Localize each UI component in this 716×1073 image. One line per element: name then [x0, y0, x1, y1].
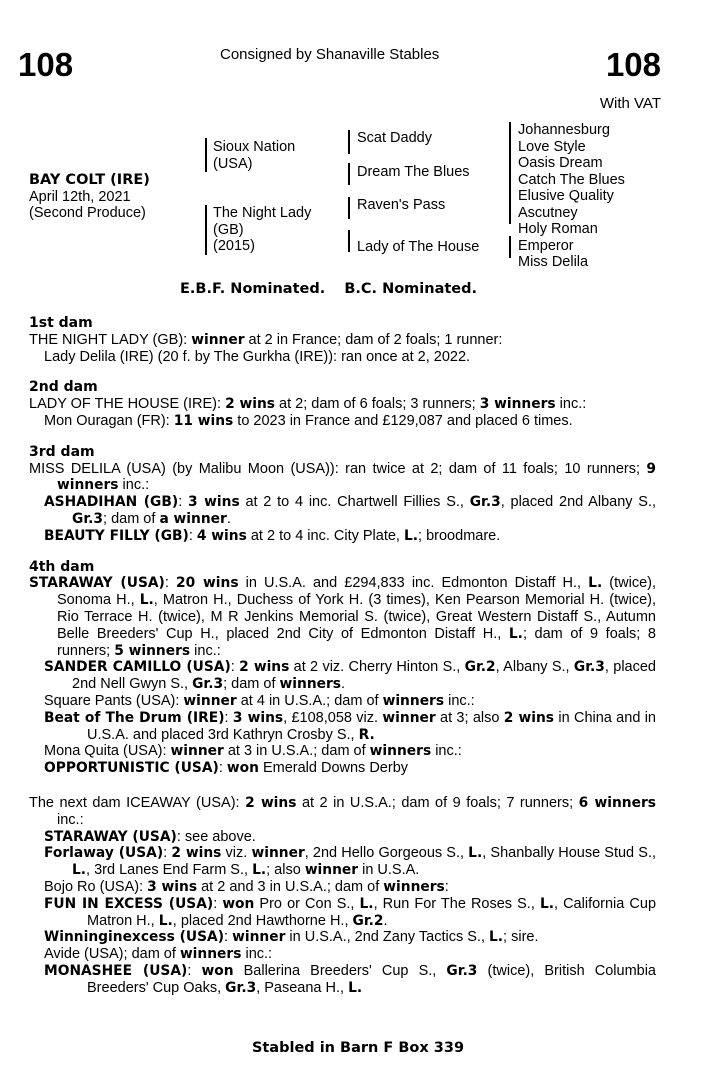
produce-entry: Bojo Ro (USA): 3 wins at 2 and 3 in U.S.A.; dam of winners: — [44, 878, 449, 895]
section-title: 4th dam — [29, 558, 95, 575]
dam-entry: MISS DELILA (USA) (by Malibu Moon (USA)): ran twice at 2; dam of 11 foals; 10 runners; 9 winners inc.: — [29, 460, 656, 494]
ancestor: Oasis Dream — [518, 155, 603, 171]
ancestor: Holy Roman — [518, 221, 598, 237]
section-title: 2nd dam — [29, 379, 98, 396]
produce-entry: SANDER CAMILLO (USA): 2 wins at 2 viz. Cherry Hinton S., Gr.2, Albany S., Gr.3, placed 2nd Nell Gwyn S., Gr.3; dam of winners. — [44, 659, 656, 693]
produce-entry: Avide (USA); dam of winners inc.: — [44, 946, 273, 963]
pedigree-bracket — [509, 122, 511, 156]
dam-year: (2015) — [213, 238, 255, 254]
section-title: 1st dam — [29, 315, 93, 331]
nominations — [180, 281, 491, 297]
produce-entry: OPPORTUNISTIC (USA): won Emerald Downs Derby — [44, 760, 409, 777]
ancestor: Elusive Quality — [518, 188, 614, 204]
dam-entry: The next dam ICEAWAY (USA): 2 wins at 2 in U.S.A.; dam of 9 foals; 7 runners; 6 winners inc.: — [29, 794, 656, 828]
lot-number-left: 108 — [18, 46, 74, 83]
pedigree-sire — [213, 139, 295, 172]
produce-entry: STARAWAY (USA): see above. — [44, 828, 256, 845]
dam-country: (GB) — [213, 221, 244, 238]
ancestor: Catch The Blues — [518, 171, 625, 188]
produce-entry: Forlaway (USA): 2 wins viz. winner, 2nd Hello Gorgeous S., L., Shanbally House Stud S., L., 3rd Lanes End Farm S., L.; also winner in U.S.A. — [44, 845, 657, 879]
dam-dam: Lady of The House — [357, 239, 480, 255]
ebf-nomination: E.B.F. Nominated. — [180, 281, 326, 297]
section-title: 3rd dam — [29, 443, 95, 460]
dam-entry: STARAWAY (USA): 20 wins in U.S.A. and £294,833 inc. Edmonton Distaff H., L. (twice), Sonoma H., L., Matron H., Duchess of York H. (3 times), Ken Pearson Memorial H. (twice), Rio Terrace H. (twice), M R Jenkins Memorial S. (twice), Great Western Distaff S., Autumn Belle Breeders' Cup H., placed 2nd City of Edmonton Distaff H., L.; dam of 9 foals; 8 runners; 5 winners inc.: — [29, 575, 657, 659]
pedigree-bracket — [509, 156, 511, 190]
pedigree-bracket — [509, 236, 511, 258]
sire-dam: Dream The Blues — [357, 164, 470, 180]
ancestor: Johannesburg — [518, 122, 610, 138]
pedigree-bracket — [205, 138, 207, 172]
vat-note: With VAT — [599, 95, 661, 112]
produce-entry: FUN IN EXCESS (USA): won Pro or Con S., L., Run For The Roses S., L., California Cup Matron H., L., placed 2nd Hawthorne H., Gr.2. — [44, 895, 657, 929]
bc-nomination: B.C. Nominated. — [344, 281, 478, 297]
horse-foaled: April 12th, 2021 — [29, 188, 131, 205]
sire-country: (USA) — [213, 155, 253, 172]
produce-entry: Mona Quita (USA): winner at 3 in U.S.A.; dam of winners inc.: — [44, 743, 462, 760]
horse-description — [29, 172, 150, 222]
dam-entry: THE NIGHT LADY (GB): winner at 2 in France; dam of 2 foals; 1 runner: — [29, 331, 503, 348]
pedigree-bracket — [348, 197, 350, 219]
produce-entry: BEAUTY FILLY (GB): 4 wins at 2 to 4 inc. City Plate, L.; broodmare. — [44, 527, 501, 544]
produce-entry: MONASHEE (USA): won Ballerina Breeders' Cup S., Gr.3 (twice), British Columbia Breeders' Cup Oaks, Gr.3, Paseana H., L. — [44, 962, 656, 996]
produce-entry: Beat of The Drum (IRE): 3 wins, £108,058 viz. winner at 3; also 2 wins in China and in U.S.A. and placed 3rd Kathryn Crosby S., R. — [44, 709, 656, 743]
produce-entry: Mon Ouragan (FR): 11 wins to 2023 in France and £129,087 and placed 6 times. — [44, 412, 573, 429]
dam-name: The Night Lady — [213, 205, 312, 221]
dam-sire: Raven's Pass — [357, 197, 446, 213]
ancestor: Miss Delila — [518, 254, 589, 270]
pedigree-bracket — [348, 230, 350, 252]
ancestor: Love Style — [518, 138, 586, 155]
pedigree-bracket — [205, 205, 207, 255]
ancestor: Ascutney — [518, 204, 578, 221]
pedigree-dam — [213, 205, 311, 255]
pedigree-bracket — [509, 190, 511, 224]
dam-entry: LADY OF THE HOUSE (IRE): 2 wins at 2; dam of 6 foals; 3 runners; 3 winners inc.: — [29, 396, 587, 413]
produce-entry: ASHADIHAN (GB): 3 wins at 2 to 4 inc. Chartwell Fillies S., Gr.3, placed 2nd Albany S., Gr.3; dam of a winner. — [44, 494, 657, 527]
produce-entry: Lady Delila (IRE) (20 f. by The Gurkha (IRE)): ran once at 2, 2022. — [44, 348, 471, 365]
horse-produce: (Second Produce) — [29, 205, 146, 221]
stabling-footer: Stabled in Barn F Box 339 — [251, 1040, 465, 1056]
pedigree-bracket — [348, 163, 350, 185]
catalogue-body — [29, 315, 656, 996]
sire-name: Sioux Nation — [213, 139, 296, 155]
produce-entry: Winninginexcess (USA): winner in U.S.A., 2nd Zany Tactics S., L.; sire. — [44, 929, 539, 946]
ancestor: Emperor — [518, 237, 574, 254]
pedigree-bracket — [348, 130, 350, 154]
lot-number-right: 108 — [605, 46, 661, 83]
sire-sire: Scat Daddy — [357, 130, 432, 146]
produce-entry: Square Pants (USA): winner at 4 in U.S.A.; dam of winners inc.: — [44, 692, 475, 709]
horse-title: BAY COLT (IRE) — [29, 172, 150, 188]
consignor-line: Consigned by Shanaville Stables — [220, 46, 440, 63]
pedigree-gen4 — [518, 122, 625, 271]
